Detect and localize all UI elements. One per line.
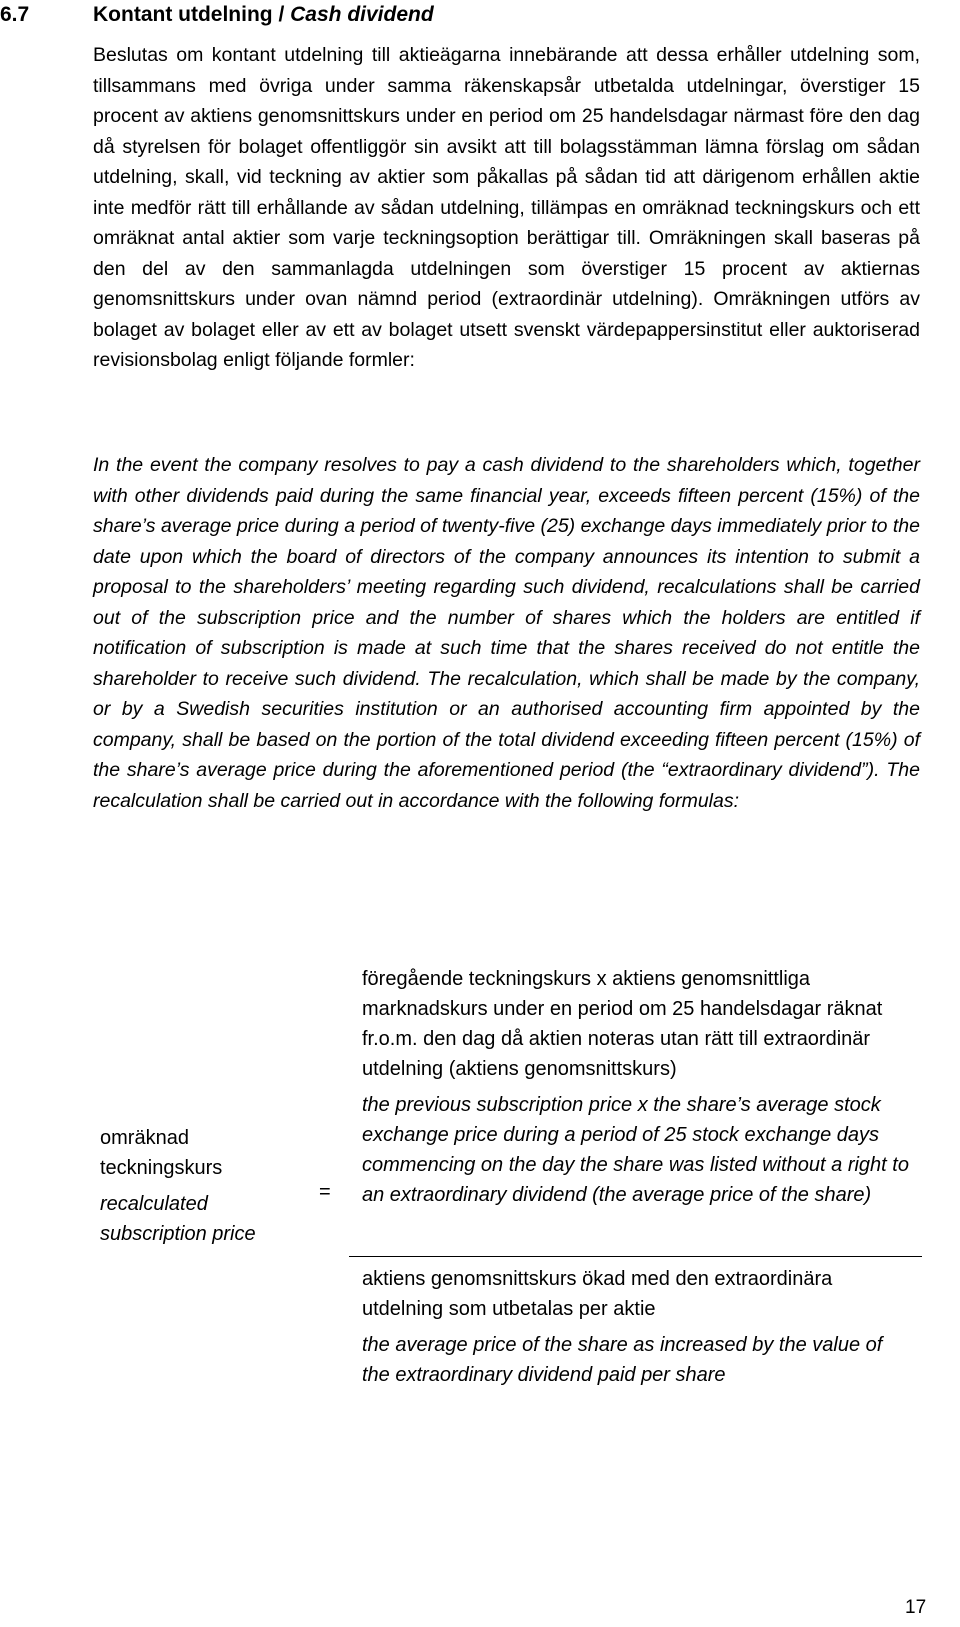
section-number: 6.7 (0, 3, 30, 26)
formula-denominator (362, 1264, 922, 1390)
formula-numerator (362, 964, 922, 1210)
denominator-english: the average price of the share as increased by the value of the extraordinary dividend paid per share (362, 1334, 883, 1386)
fraction-line (349, 1256, 922, 1257)
formula-equals-sign: = (319, 1181, 331, 1203)
numerator-swedish: föregående teckningskurs x aktiens genomsnittliga marknadskurs under en period om 25 handelsdagar räknat fr.o.m. den dag då aktien noteras utan rätt till extraordinär utdelning (aktiens genomsnittskurs) (362, 968, 883, 1080)
formula-lhs-english: recalculated subscription price (100, 1193, 256, 1245)
formula-lhs (100, 1123, 300, 1249)
numerator-english: the previous subscription price x the share’s average stock exchange price during a period of 25 stock exchange days commencing on the day the share was listed without a right to an extraordinary dividend (the average price of the share) (362, 1094, 909, 1206)
denominator-swedish: aktiens genomsnittskurs ökad med den extraordinära utdelning som utbetalas per aktie (362, 1268, 833, 1320)
swedish-paragraph: Beslutas om kontant utdelning till aktieägarna innebärande att dessa erhåller utdelning som, tillsammans med övriga under samma räkenskapsår utbetalda utdelningar, överstiger 15 procent av aktiens genomsnittskurs under en period om 25 handelsdagar närmast före den dag då styrelsen för bolaget offentliggör sin avsikt att till bolagsstämman lämna förslag om sådan utdelning, skall, vid teckning av aktier som påkallas på sådan tid att därigenom erhållen aktie inte medför rätt till erhållande av sådan utdelning, tillämpas en omräknad teckningskurs och ett omräknat antal aktier som varje teckningsoption berättigar till. Omräkningen skall baseras på den del av den sammanlagda utdelningen som överstiger 15 procent av aktiernas genomsnittskurs under ovan nämnd period (extraordinär utdelning). Omräkningen utförs av bolaget av bolaget eller av ett av bolaget utsett svenskt värdepappersinstitut eller auktoriserad revisionsbolag enligt följande formler: (93, 44, 920, 371)
page-number: 17 (905, 1597, 927, 1618)
formula-lhs-swedish: omräknad teckningskurs (100, 1127, 223, 1179)
english-paragraph: In the event the company resolves to pay a cash dividend to the shareholders which, together with other dividends paid during the same financial year, exceeds fifteen percent (15%) of the share’s average price during a period of twenty-five (25) exchange days immediately prior to the date upon which the board of directors of the company announces its intention to submit a proposal to the shareholders’ meeting regarding such dividend, recalculations shall be carried out of the subscription price and the number of shares which the holders are entitled if notification of subscription is made at such time that the shares received do not entitle the shareholder to receive such dividend. The recalculation, which shall be made by the company, or by a Swedish securities institution or an authorised accounting firm appointed by the company, shall be based on the portion of the total dividend exceeding fifteen percent (15%) of the share’s average price during the aforementioned period (the “extraordinary dividend”). The recalculation shall be carried out in accordance with the following formulas: (93, 454, 920, 812)
section-title-swedish: Kontant utdelning / (93, 3, 285, 26)
section-title-english: Cash dividend (290, 3, 434, 26)
